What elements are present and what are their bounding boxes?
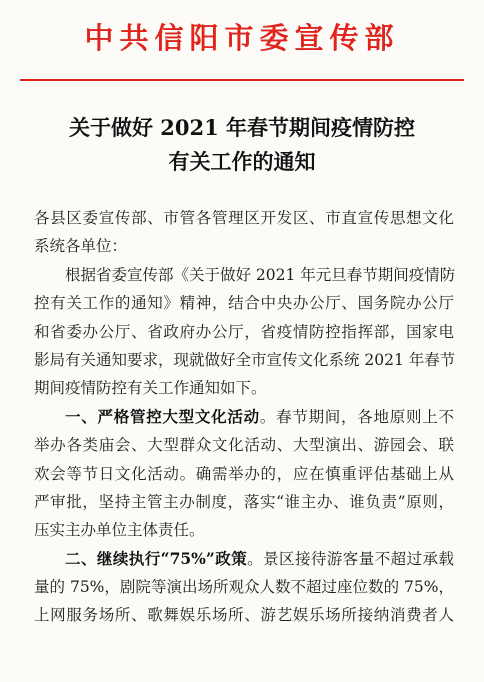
section1-heading: 一、严格管控大型文化活动 <box>65 406 260 426</box>
para1-line-2: 控有关工作的通知》精神，结合中央办公厅、国务院办公厅 <box>34 294 454 313</box>
section1-line-3: 欢会等节日文化活动。确需举办的，应在慎重评估基础上从 <box>34 464 454 483</box>
org-header: 中共信阳市委宣传部 <box>84 21 400 55</box>
section2-lead: 。景区接待游客量不超过承载 <box>247 549 454 568</box>
title-line-2: 有关工作的通知 <box>168 149 316 174</box>
section1-line-2: 举办各类庙会、大型群众文化活动、大型演出、游园会、联 <box>34 436 454 455</box>
red-divider-line <box>20 79 464 81</box>
section1-line-4: 严审批，坚持主管主办制度，落实“谁主办、谁负责”原则， <box>34 492 454 511</box>
section1-line-5: 压实主办单位主体责任。 <box>34 521 205 540</box>
section1-lead: 。春节期间，各地原则上不 <box>259 407 454 426</box>
section2-line-3: 上网服务场所、歌舞娱乐场所、游艺娱乐场所接纳消费者人 <box>34 606 454 625</box>
document-title <box>0 111 484 179</box>
para1-line-3: 和省委办公厅、省政府办公厅，省疫情防控指挥部，国家电 <box>34 322 454 341</box>
addressee-line-1: 各县区委宣传部、市管各管理区开发区、市直宣传思想文化 <box>34 209 454 227</box>
para1-line-5: 期间疫情防控有关工作通知如下。 <box>34 379 267 398</box>
addressee-line-2: 系统各单位： <box>34 237 128 256</box>
para1-line-4: 影局有关通知要求，现就做好全市宣传文化系统 2021 年春节 <box>34 350 456 369</box>
title-line-1: 关于做好 2021 年春节期间疫情防控 <box>68 115 416 140</box>
para1-line-1: 根据省委宣传部《关于做好 2021 年元旦春节期间疫情防 <box>65 265 456 284</box>
section2-line-1 <box>34 545 454 573</box>
section2-line-2: 量的 75%，剧院等演出场所观众人数不超过座位数的 75%， <box>34 578 454 597</box>
section1-line-1 <box>34 403 454 431</box>
document-body <box>34 204 454 630</box>
section2-heading: 二、继续执行“75%”政策 <box>65 548 248 568</box>
